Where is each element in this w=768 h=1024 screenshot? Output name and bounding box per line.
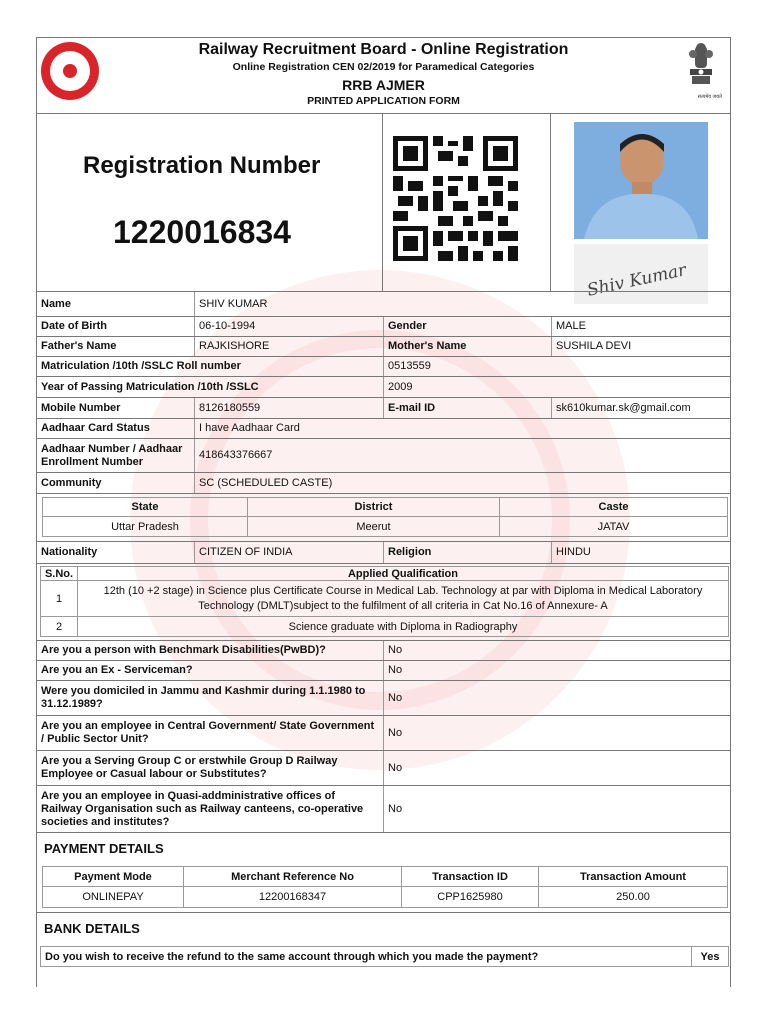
- aadhaar-number-value: 418643376667: [194, 439, 730, 472]
- question-label: Are you an Ex - Serviceman?: [41, 664, 193, 676]
- question-answer: No: [383, 716, 730, 750]
- row-question-jk: [37, 680, 730, 715]
- father-label: Father's Name: [41, 340, 117, 352]
- qualification-table: [40, 566, 729, 637]
- question-answer: No: [383, 786, 730, 832]
- district-header: District: [247, 498, 499, 517]
- state-header: State: [43, 498, 247, 517]
- qualification-text-1: 12th (10 +2 stage) in Science plus Certificate Course in Medical Lab. Technology at par with Diploma in Medical Laboratory Technology (DMLT)subject to the fulfilment of all criteria in Cat No.16 of Annexure- A: [77, 581, 728, 617]
- roll-label: Matriculation /10th /SSLC Roll number: [41, 360, 241, 372]
- transaction-id-value: CPP1625980: [401, 887, 538, 907]
- caste-value: JATAV: [499, 517, 727, 536]
- nationality-label: Nationality: [41, 546, 98, 558]
- mother-value: SUSHILA DEVI: [551, 337, 730, 356]
- form-name: PRINTED APPLICATION FORM: [307, 95, 460, 107]
- emblem-caption: सत्यमेव जयते: [697, 94, 722, 100]
- aadhaar-number-label: Aadhaar Number / Aadhaar Enrollment Number: [41, 442, 183, 468]
- mobile-value: 8126180559: [194, 398, 383, 418]
- location-table: [42, 497, 728, 537]
- gender-value: MALE: [551, 317, 730, 336]
- question-label: Are you an employee in Central Government/ State Government / Public Sector Unit?: [41, 720, 375, 745]
- page-subtitle: Online Registration CEN 02/2019 for Paramedical Categories: [232, 61, 535, 73]
- national-emblem-icon: [684, 42, 718, 94]
- row-aadhaar-number: [37, 438, 730, 472]
- sno-header: S.No.: [41, 567, 77, 581]
- payment-mode-value: ONLINEPAY: [82, 891, 144, 903]
- roll-value: 0513559: [383, 357, 730, 376]
- row-contact: [37, 397, 730, 418]
- row-year: [37, 376, 730, 397]
- photo-box: [551, 114, 730, 315]
- transaction-amount-value: 250.00: [538, 887, 727, 907]
- district-value: Meerut: [247, 517, 499, 536]
- mother-label: Mother's Name: [383, 337, 551, 356]
- page-title: Railway Recruitment Board - Online Registration: [198, 41, 569, 58]
- question-answer: No: [383, 681, 730, 715]
- question-label: Are you a Serving Group C or erstwhile Group D Railway Employee or Casual labour or Substitutes?: [41, 755, 338, 780]
- gender-label: Gender: [383, 317, 551, 336]
- year-label: Year of Passing Matriculation /10th /SSLC: [41, 380, 259, 393]
- aadhaar-status-value: I have Aadhaar Card: [194, 419, 730, 438]
- qr-code-icon: [393, 136, 518, 261]
- state-value: Uttar Pradesh: [111, 520, 179, 533]
- father-value: RAJKISHORE: [194, 337, 383, 356]
- transaction-amount-header: Transaction Amount: [538, 867, 727, 887]
- religion-label: Religion: [383, 542, 551, 563]
- qualification-sno-2: 2: [55, 620, 63, 633]
- year-value: 2009: [383, 377, 730, 397]
- refund-question: Do you wish to receive the refund to the same account through which you made the payment?: [45, 950, 539, 963]
- mobile-label: Mobile Number: [41, 401, 121, 414]
- row-nationality: [37, 541, 730, 563]
- row-question-quasi: [37, 785, 730, 832]
- row-name: [37, 291, 730, 316]
- aadhaar-status-label: Aadhaar Card Status: [41, 422, 150, 434]
- payment-table: [42, 866, 728, 908]
- applicant-photo: [574, 122, 708, 239]
- qualification-header: Applied Qualification: [77, 567, 728, 581]
- registration-label: Registration Number: [83, 152, 321, 179]
- community-value: SC (SCHEDULED CASTE): [194, 473, 730, 493]
- bank-refund-table: [40, 946, 729, 967]
- transaction-id-header: Transaction ID: [401, 867, 538, 887]
- row-question-exservice: [37, 660, 730, 680]
- nationality-value: CITIZEN OF INDIA: [194, 542, 383, 563]
- merchant-ref-header: Merchant Reference No: [183, 867, 401, 887]
- row-dob: [37, 316, 730, 336]
- bank-section-title: BANK DETAILS: [37, 912, 730, 944]
- row-roll: [37, 356, 730, 376]
- signature-text: Shiv Kumar: [585, 260, 689, 301]
- payment-section-title: PAYMENT DETAILS: [37, 832, 730, 864]
- religion-value: HINDU: [551, 542, 730, 563]
- question-answer: No: [383, 641, 730, 660]
- question-label: Were you domiciled in Jammu and Kashmir during 1.1.1980 to 31.12.1989?: [41, 685, 366, 710]
- row-aadhaar-status: [37, 418, 730, 438]
- registration-number: 1220016834: [113, 214, 291, 250]
- dob-label: Date of Birth: [41, 320, 107, 332]
- qr-box: [383, 114, 551, 291]
- row-question-railway: [37, 750, 730, 785]
- board-name: RRB AJMER: [342, 77, 425, 93]
- community-label: Community: [41, 476, 102, 489]
- dob-value: 06-10-1994: [194, 317, 383, 336]
- question-answer: No: [383, 751, 730, 785]
- row-question-pwbd: [37, 640, 730, 660]
- qualification-sno-1: 1: [41, 581, 77, 617]
- registration-box: [37, 114, 383, 291]
- refund-answer: Yes: [691, 947, 728, 966]
- merchant-ref-value: 12200168347: [183, 887, 401, 907]
- row-parents: [37, 336, 730, 356]
- question-label: Are you a person with Benchmark Disabilities(PwBD)?: [41, 644, 326, 656]
- name-value: SHIV KUMAR: [194, 292, 551, 316]
- email-label: E-mail ID: [383, 398, 551, 418]
- name-label: Name: [41, 297, 71, 310]
- form-header: [37, 38, 730, 114]
- row-question-govt: [37, 715, 730, 750]
- email-value: sk610kumar.sk@gmail.com: [551, 398, 730, 418]
- question-answer: No: [383, 661, 730, 680]
- caste-header: Caste: [499, 498, 727, 517]
- row-community: [37, 472, 730, 493]
- payment-mode-header: Payment Mode: [43, 867, 183, 887]
- question-label: Are you an employee in Quasi-addministrative offices of Railway Organisation such as Railway canteens, co-operative societies and institutes?: [41, 789, 364, 828]
- qualification-text-2: Science graduate with Diploma in Radiography: [77, 617, 728, 636]
